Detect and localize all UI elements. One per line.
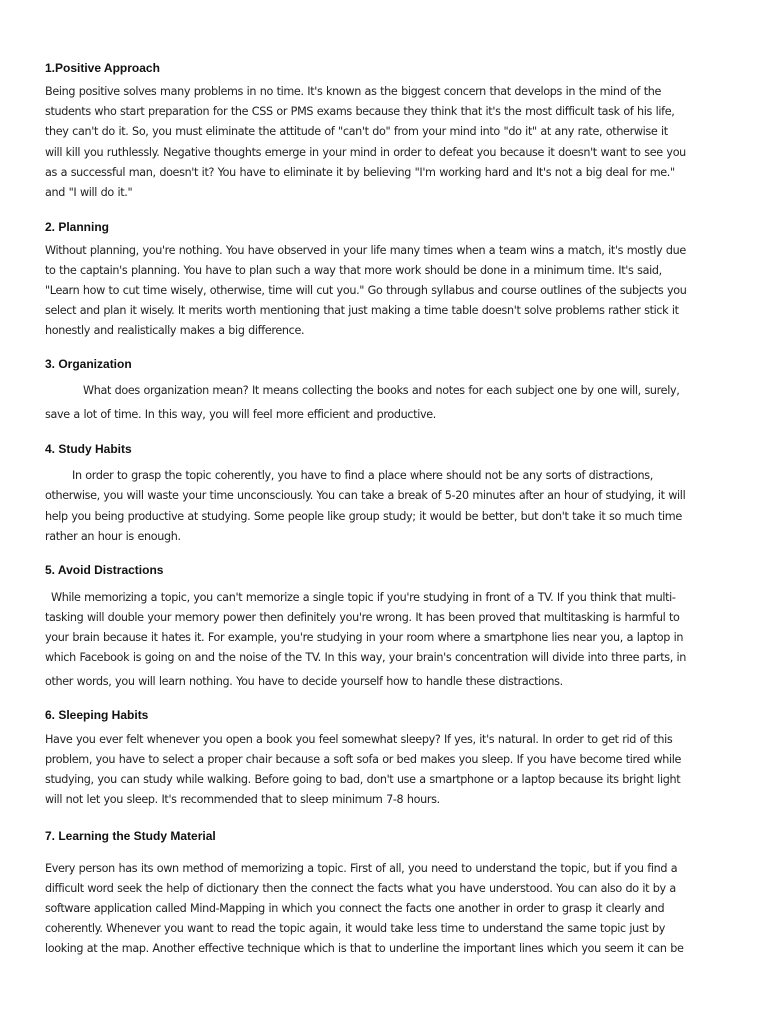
paragraph-line: select and plan it wisely. It merits worth mentioning that just making a time table doesn't solve problems rather stick it: [45, 304, 679, 317]
paragraph-line: Every person has its own method of memorizing a topic. First of all, you need to understand the topic, but if you find a: [45, 862, 678, 875]
paragraph-line: software application called Mind-Mapping in which you connect the facts one another in order to grasp it clearly and: [45, 902, 665, 915]
paragraph-line: studying, you can study while walking. Before going to bad, don't use a smartphone or a laptop because its bright light: [45, 773, 681, 786]
paragraph-line: Have you ever felt whenever you open a book you feel somewhat sleepy? If yes, it's natural. In order to get rid of this: [45, 733, 673, 746]
paragraph-line: honestly and realistically makes a big difference.: [45, 324, 305, 337]
paragraph-line: Without planning, you're nothing. You have observed in your life many times when a team wins a match, it's mostly due: [45, 244, 686, 257]
paragraph-line: What does organization mean? It means collecting the books and notes for each subject one by one will, surely,: [83, 384, 680, 397]
paragraph-line: help you being productive at studying. Some people like group study; it would be better, but don't take it so much time: [45, 510, 682, 523]
section-heading: 6. Sleeping Habits: [45, 708, 149, 722]
section-heading: 2. Planning: [45, 220, 110, 234]
paragraph-line: will not let you sleep. It's recommended that to sleep minimum 7-8 hours.: [45, 793, 440, 806]
paragraph-line: as a successful man, doesn't it? You have to eliminate it by believing "I'm working hard and It's not a big deal for me.": [45, 166, 675, 179]
section-heading: 7. Learning the Study Material: [45, 829, 216, 843]
paragraph-line: tasking will double your memory power then definitely you're wrong. It has been proved that multitasking is harmful to: [45, 611, 680, 624]
paragraph-line: "Learn how to cut time wisely, otherwise, time will cut you." Go through syllabus and course outlines of the subjects you: [45, 284, 687, 297]
paragraph-line: rather an hour is enough.: [45, 530, 181, 543]
paragraph-line: difficult word seek the help of dictionary then the connect the facts what you have understood. You can also do it by a: [45, 882, 676, 895]
paragraph-line: other words, you will learn nothing. You have to decide yourself how to handle these distractions.: [45, 675, 563, 688]
paragraph-line: coherently. Whenever you want to read the topic again, it would take less time to understand the same topic just by: [45, 922, 666, 935]
paragraph-line: looking at the map. Another effective technique which is that to underline the important lines which you seem it can be: [45, 942, 684, 955]
paragraph-line: to the captain's planning. You have to plan such a way that more work should be done in a minimum time. It's said,: [45, 264, 662, 277]
paragraph-line: While memorizing a topic, you can't memorize a single topic if you're studying in front of a TV. If you think that multi-: [51, 591, 676, 604]
paragraph-line: save a lot of time. In this way, you will feel more efficient and productive.: [45, 408, 436, 421]
paragraph-line: which Facebook is going on and the noise of the TV. In this way, your brain's concentration will divide into three parts, in: [45, 651, 687, 664]
paragraph-line: problem, you have to select a proper chair because a soft sofa or bed makes you sleep. If you have become tired while: [45, 753, 682, 766]
paragraph-line: students who start preparation for the CSS or PMS exams because they think that it's the most difficult task of his life,: [45, 105, 675, 118]
section-heading: 3. Organization: [45, 357, 132, 371]
section-heading: 1.Positive Approach: [45, 61, 160, 75]
paragraph-line: Being positive solves many problems in no time. It's known as the biggest concern that develops in the mind of the: [45, 85, 662, 98]
paragraph-line: they can't do it. So, you must eliminate the attitude of "can't do" from your mind into "do it" at any rate, otherwise it: [45, 125, 668, 138]
section-heading: 4. Study Habits: [45, 442, 132, 456]
paragraph-line: will kill you ruthlessly. Negative thoughts emerge in your mind in order to defeat you because it doesn't want to see you: [45, 146, 686, 159]
paragraph-line: In order to grasp the topic coherently, you have to find a place where should not be any sorts of distractions,: [72, 469, 653, 482]
paragraph-line: otherwise, you will waste your time unconsciously. You can take a break of 5-20 minutes after an hour of studying, it will: [45, 489, 686, 502]
paragraph-line: and "I will do it.": [45, 186, 133, 199]
section-heading: 5. Avoid Distractions: [45, 563, 164, 577]
paragraph-line: your brain because it hates it. For example, you're studying in your room where a smartphone lies near you, a laptop in: [45, 631, 684, 644]
